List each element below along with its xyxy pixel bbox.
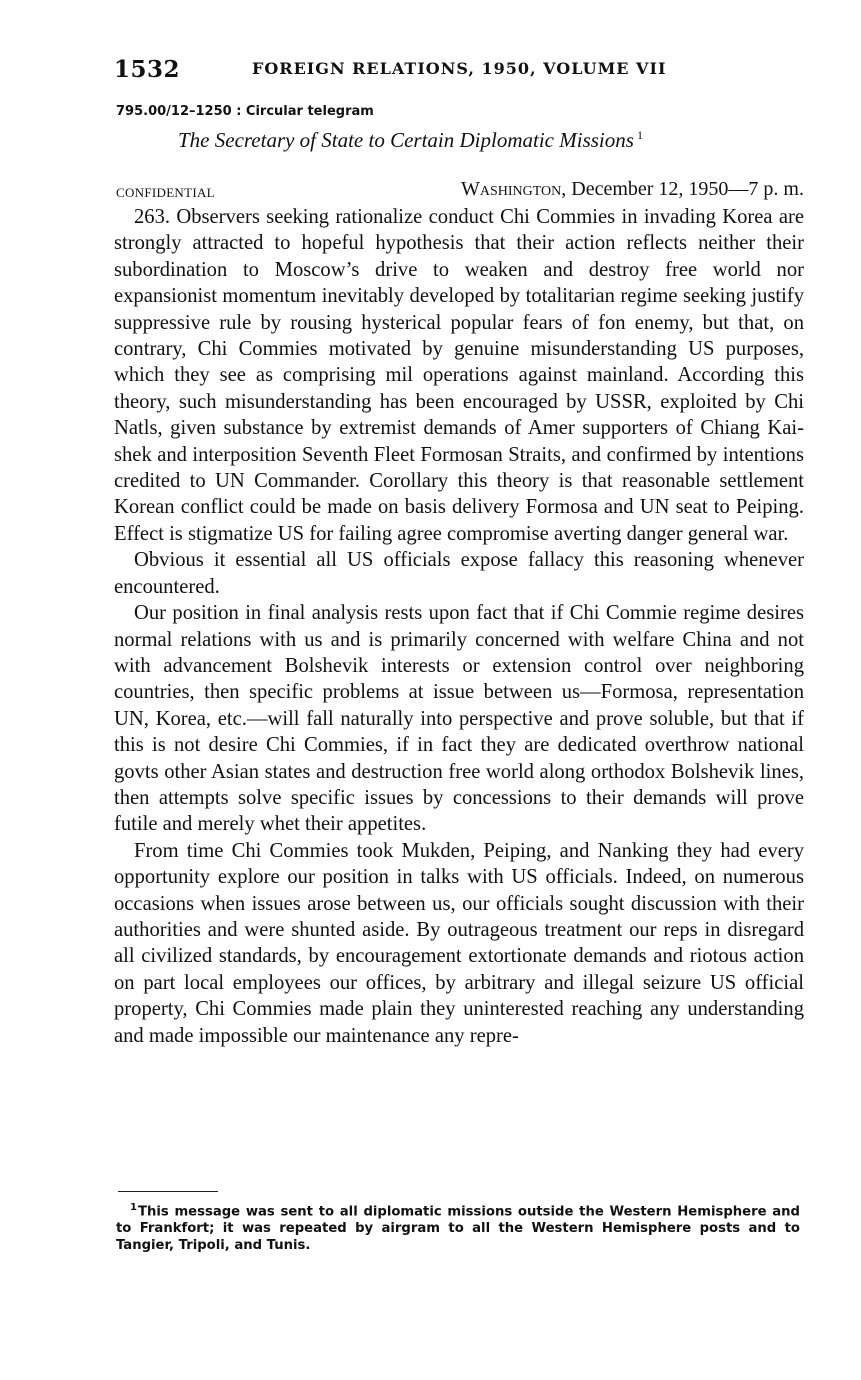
running-title: FOREIGN RELATIONS, 1950, VOLUME VII <box>252 59 667 78</box>
document-title-text: The Secretary of State to Certain Diplomatic Missions <box>178 128 634 152</box>
document-title <box>178 128 643 153</box>
page-number: 1532 <box>114 56 181 83</box>
date-time: , December 12, 1950—7 p. m. <box>561 178 804 200</box>
telegram-body <box>114 204 804 1049</box>
file-reference: 795.00/12–1250 : Circular telegram <box>116 104 374 119</box>
body-paragraph: Our position in final analysis rests upon fact that if Chi Commie regime desires normal relations with us and is primarily concerned with welfare China and not with advancement Bolshevik interests or extension control over neighboring countries, then specific problems at issue between us—Formosa, representation UN, Korea, etc.—will fall naturally into perspective and prove soluble, but that if this is not desire Chi Commies, if in fact they are dedicated overthrow national govts other Asian states and destruction free world along orthodox Bolshevik lines, then attempts solve specific issues by concessions to their demands will prove futile and merely whet their appetites. <box>114 602 804 836</box>
body-paragraph: From time Chi Commies took Mukden, Peiping, and Nanking they had every opportunity explore our position in talks with US officials. Indeed, on numerous occasions when issues arose between us, our officials sought discussion with their authorities and were shunted aside. By outrageous treatment our reps in disregard all civilized standards, by encouragement extortionate demands and riotous action on part local employees our offices, by arbitrary and illegal seizure US official property, Chi Commies made plain they uninterested reaching any understanding and made impossible our maintenance any repre- <box>114 839 804 1047</box>
footnote-divider <box>118 1191 218 1192</box>
title-footnote-mark: 1 <box>636 128 643 142</box>
footnote <box>116 1199 800 1254</box>
place: Washington <box>460 178 562 200</box>
running-header <box>114 56 804 86</box>
body-paragraph: 263. Observers seeking rationalize conduct Chi Commies in invading Korea are strongly attracted to hopeful hypothesis that their action reflects neither their subordination to Moscow’s drive to weaken and destroy free world nor expansionist momentum inevitably developed by totalitarian regime seeking justify suppressive rule by rousing hysterical popular fears of fon enemy, but that, on contrary, Chi Commies motivated by genuine misunderstanding US purposes, which they see as comprising mil operations against mainland. According this theory, such misunderstanding has been encouraged by USSR, exploited by Chi Natls, given substance by extremist demands of Amer supporters of Chiang Kai-shek and interposition Seventh Fleet Formosan Straits, and confirmed by intentions credited to UN Commander. Corollary this theory is that reasonable settlement Korean conflict could be made on basis delivery Formosa and UN seat to Peiping. Effect is stigmatize US for failing agree compromise averting danger general war. <box>114 206 804 545</box>
footnote-mark: 1 <box>130 1202 137 1213</box>
body-paragraph: Obvious it essential all US officials expose fallacy this reasoning whenever encountered. <box>114 549 804 598</box>
place-date <box>461 178 804 201</box>
footnote-text: This message was sent to all diplomatic missions outside the Western Hemisphere and to Frankfort; it was repeated by airgram to all the Western Hemisphere posts and to Tangier, Tripoli, and Tunis. <box>116 1204 800 1254</box>
classification-label: CONFIDENTIAL <box>116 185 215 200</box>
dateline <box>116 178 806 202</box>
